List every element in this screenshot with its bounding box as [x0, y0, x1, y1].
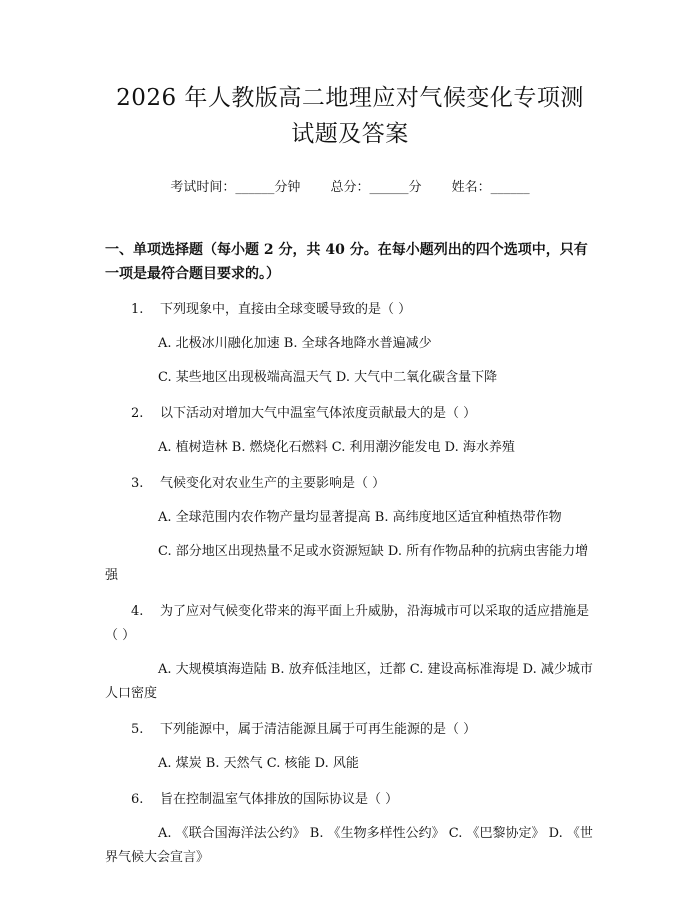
- question-stem: [105, 600, 595, 648]
- question-text: 气候变化对农业生产的主要影响是（ ）: [159, 476, 386, 491]
- question-number: 4.: [131, 604, 144, 619]
- question-list: [105, 298, 595, 870]
- question-number: 3.: [131, 476, 144, 491]
- question-text: 旨在控制温室气体排放的国际协议是（ ）: [159, 792, 399, 807]
- student-name-label: 姓名：______: [451, 180, 530, 195]
- question-options: A. 煤炭 B. 天然气 C. 核能 D. 风能: [158, 756, 359, 771]
- question-options: C. 部分地区出现热量不足或水资源短缺 D. 所有作物品种的抗病虫害能力增强: [105, 544, 589, 583]
- question-options: A. 植树造林 B. 燃烧化石燃料 C. 利用潮汐能发电 D. 海水养殖: [158, 440, 515, 455]
- exam-title: [105, 0, 595, 152]
- question-stem: [105, 298, 595, 322]
- question-text: 下列现象中，直接由全球变暖导致的是（ ）: [159, 302, 412, 317]
- exam-meta: [105, 176, 595, 196]
- question-options: A. 北极冰川融化加速 B. 全球各地降水普遍减少: [158, 336, 432, 351]
- question-stem: [105, 402, 595, 426]
- exam-time-label: 考试时间：______分钟: [170, 180, 301, 195]
- question-options: A. 全球范围内农作物产量均显著提高 B. 高纬度地区适宜种植热带作物: [158, 510, 562, 525]
- question-options: A. 大规模填海造陆 B. 放弃低洼地区，迁都 C. 建设高标准海堤 D. 减少城市人口密度: [105, 662, 593, 701]
- title-line-1: 2026 年人教版高二地理应对气候变化专项测: [116, 85, 584, 111]
- section-heading: 一、单项选择题（每小题 2 分，共 40 分。在每小题列出的四个选项中，只有一项是最符合题目要求的。）: [105, 242, 588, 282]
- question-text: 以下活动对增加大气中温室气体浓度贡献最大的是（ ）: [159, 406, 477, 421]
- question-text: 为了应对气候变化带来的海平面上升威胁，沿海城市可以采取的适应措施是（ ）: [105, 604, 589, 643]
- total-score-label: 总分：______分: [330, 180, 422, 195]
- question-text: 下列能源中，属于清洁能源且属于可再生能源的是（ ）: [159, 722, 477, 737]
- question-stem: [105, 788, 595, 812]
- question-number: 2.: [131, 406, 144, 421]
- question-options: C. 某些地区出现极端高温天气 D. 大气中二氧化碳含量下降: [158, 370, 498, 385]
- title-line-2: 试题及答案: [291, 121, 409, 147]
- question-options: A. 《联合国海洋法公约》 B. 《生物多样性公约》 C. 《巴黎协定》 D. 《世界气候大会宣言》: [105, 826, 593, 865]
- question-number: 1.: [131, 302, 144, 317]
- question-number: 5.: [131, 722, 144, 737]
- question-stem: [105, 718, 595, 742]
- question-stem: [105, 472, 595, 496]
- question-number: 6.: [131, 792, 144, 807]
